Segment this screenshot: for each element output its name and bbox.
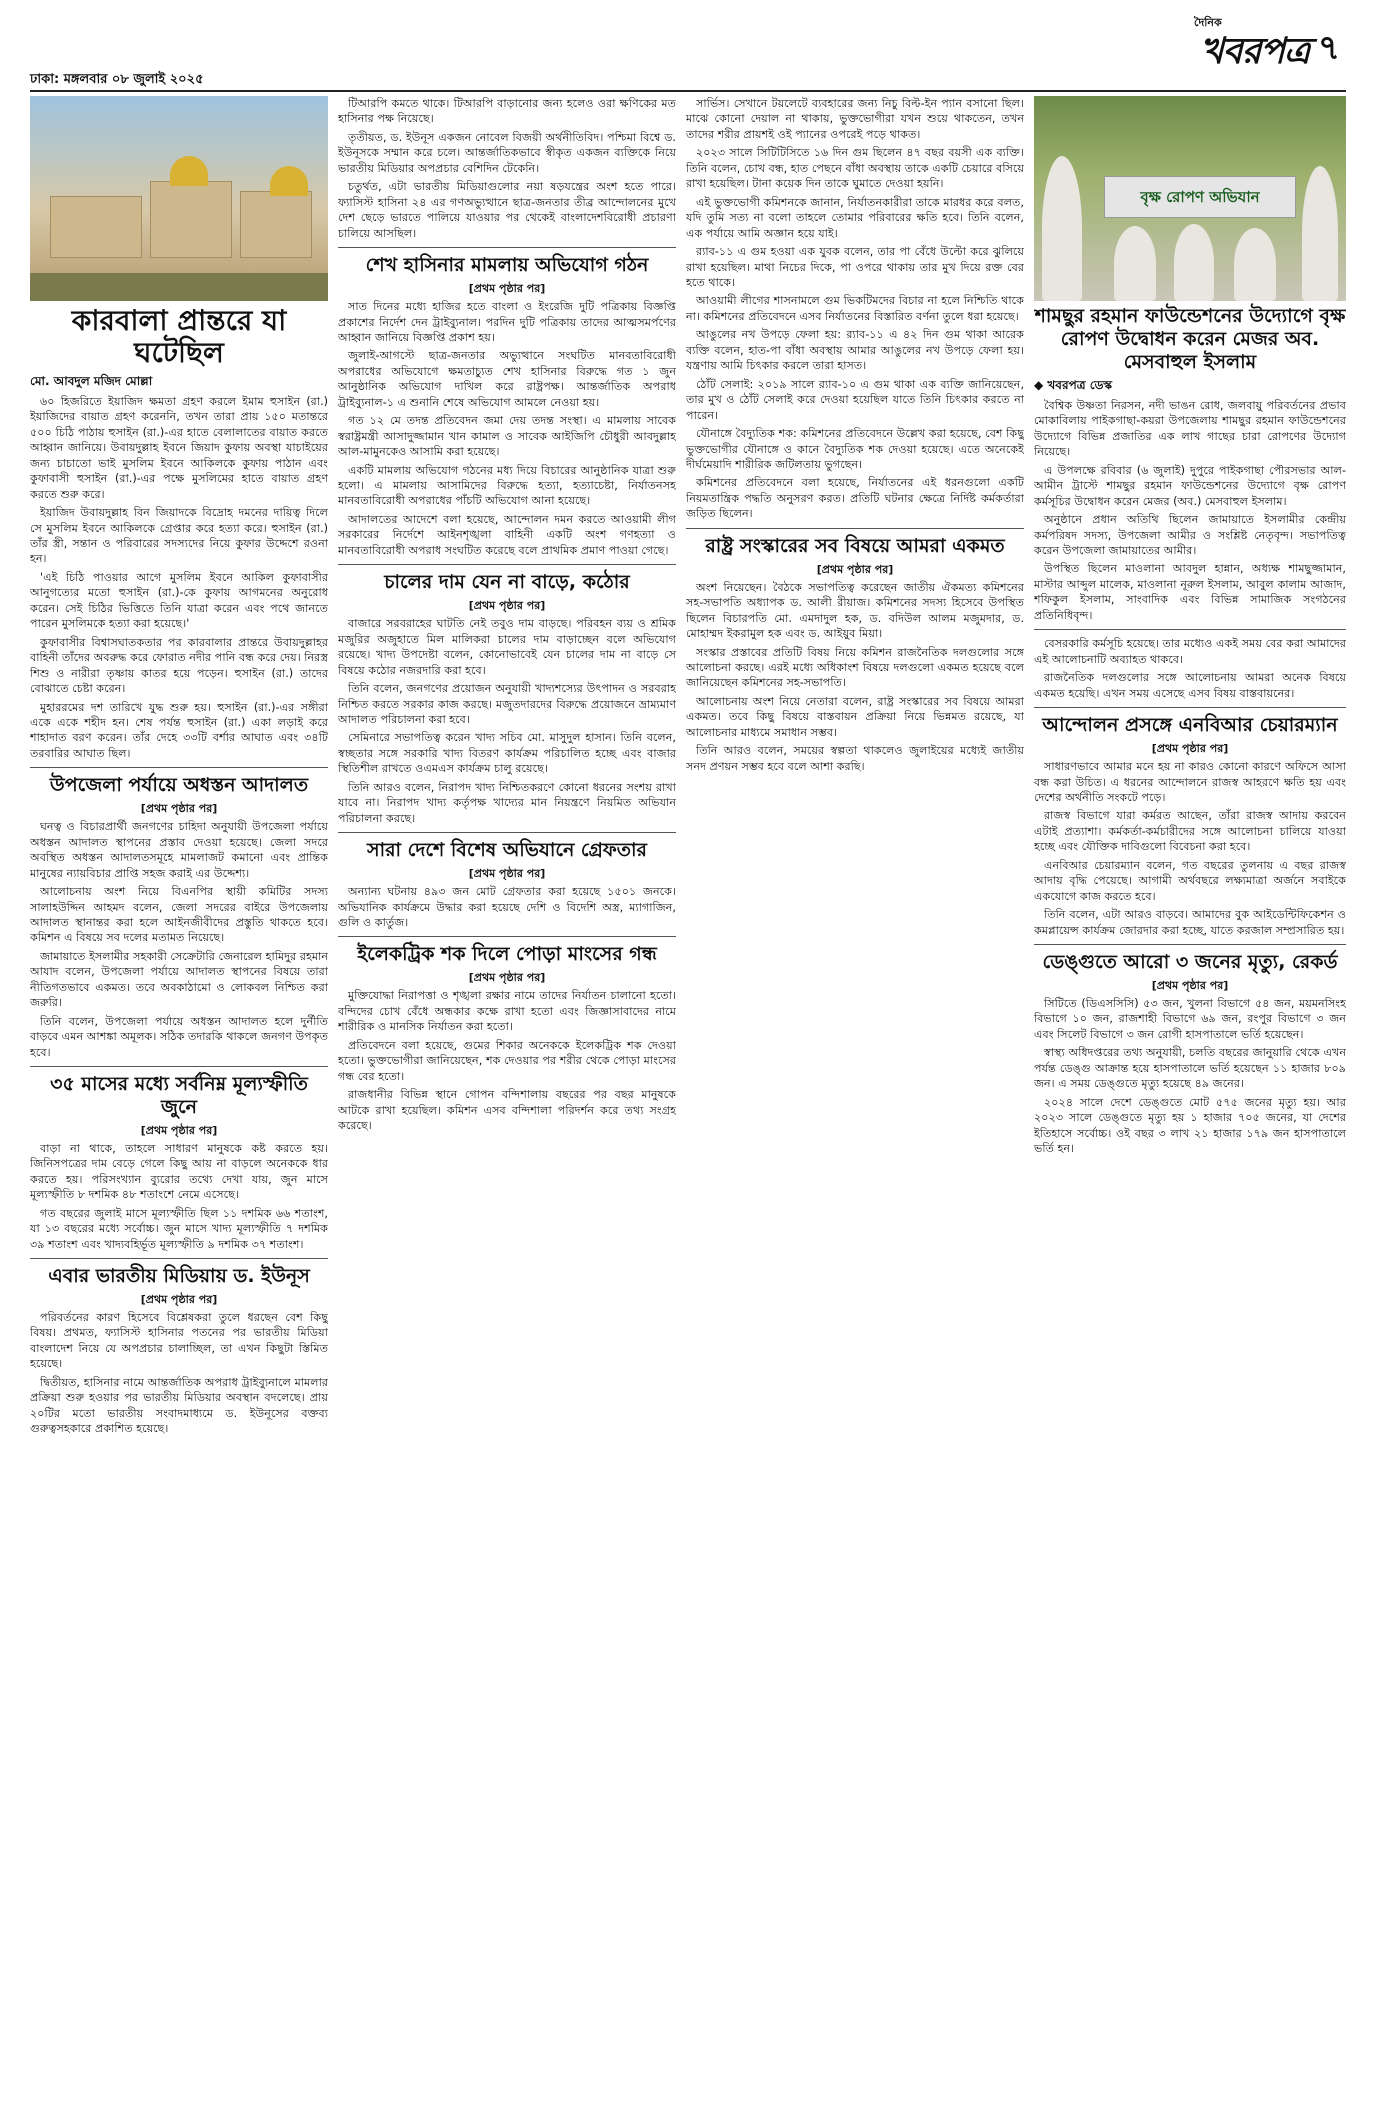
- continued-label: [প্রথম পৃষ্ঠার পর]: [468, 281, 546, 295]
- inflation-paragraph: গত বছরের জুলাই মাসে মূল্যস্ফীতি ছিল ১১ দশমিক ৬৬ শতাংশ, যা ১৩ বছরের মধ্যে সর্বোচ্চ। জুন মাসে খাদ্য মূল্যস্ফীতি ৭ দশমিক ৩৯ শতাংশ এবং খাদ্যবহির্ভূত মূল্যস্ফীতি ৯ দশমিক ৩৭ শতাংশ।: [30, 1206, 328, 1251]
- torture-paragraph: ২০২৩ সালে সিটিটিসিতে ১৬ দিন গুম ছিলেন ৪৭ বছর বয়সী এক ব্যক্তি। তিনি বলেন, চোখ বন্ধ, হাত পেছনে বাঁধা অবস্থায় তাকে একটি চেয়ারে বসিয়ে রাখা হয়েছিল। টানা কয়েক দিন তাকে ঘুমাতে দেওয়া হয়নি।: [686, 146, 1024, 191]
- continued-label: [প্রথম পৃষ্ঠার পর]: [1151, 741, 1229, 755]
- torture-paragraph: ঠোঁট সেলাই: ২০১৯ সালে র‌্যাব-১০ এ গুম থাকা এক ব্যক্তি জানিয়েছেন, তার মুখ ও ঠোঁট সেলাই করে দেওয়া হয়েছিল যাতে তিনি চিৎকার করতে না পারেন।: [686, 377, 1024, 422]
- dengue-headline: ডেঙ্গুতে আরো ৩ জনের মৃত্যু, রেকর্ড: [1042, 951, 1338, 974]
- nbr-headline: আন্দোলন প্রসঙ্গে এনবিআর চেয়ারম্যান: [1042, 714, 1338, 737]
- india-media-headline: এবার ভারতীয় মিডিয়ায় ড. ইউনূস: [48, 1265, 310, 1288]
- divider: [338, 936, 676, 937]
- divider: [1034, 629, 1346, 630]
- karbala-byline: মো. আবদুল মজিদ মোল্লা: [30, 374, 153, 389]
- nbr-paragraph: রাজস্ব বিভাগে যারা কর্মরত আছেন, তাঁরা রাজস্ব আদায় করবেন এটাই প্রত্যাশা। কর্মকর্তা-কর্মচারীদের সঙ্গে আলোচনা চালিয়ে যাওয়া হচ্ছে এবং যৌক্তিক দাবিগুলো বিবেচনা করা হবে।: [1034, 809, 1346, 854]
- dengue-paragraph: স্বাস্থ্য অধিদপ্তরের তথ্য অনুযায়ী, চলতি বছরের জানুয়ারি থেকে এখন পর্যন্ত ডেঙ্গু আক্রান্ত হয়ে হাসপাতালে ভর্তি হয়েছেন ১১ হাজার ৮০৯ জন। এ সময় ডেঙ্গুতে মৃত্যু হয়েছে ৪৯ জনের।: [1034, 1046, 1346, 1091]
- banner-text: বৃক্ষ রোপণ অভিযান: [1140, 188, 1260, 206]
- hasina-case-paragraph: গত ১২ মে তদন্ত প্রতিবেদন জমা দেয় তদন্ত সংস্থা। এ মামলায় সাবেক স্বরাষ্ট্রমন্ত্রী আসাদুজ্জামান খান কামাল ও সাবেক আইজিপি চৌধুরী আবদুল্লাহ আল-মামুনকেও আসামি করা হয়েছে।: [338, 414, 676, 459]
- rice-paragraph: সেমিনারে সভাপতিত্ব করেন খাদ্য সচিব মো. মাসুদুল হাসান। তিনি বলেন, স্বচ্ছতার সঙ্গে সরকারি খাদ্য বিতরণ কার্যক্রম পরিচালিত হচ্ছে এবং বাজার স্থিতিশীল রাখতে ওএমএস কার্যক্রম চালু রয়েছে।: [338, 731, 676, 776]
- divider: [1034, 944, 1346, 945]
- continued-label: [প্রথম পৃষ্ঠার পর]: [1151, 978, 1229, 992]
- date-line: ঢাকা: মঙ্গলবার ০৮ জুলাই ২০২৫: [30, 72, 204, 87]
- karbala-paragraph: মুহাররমের দশ তারিখে যুদ্ধ শুরু হয়। হুসাইন (রা.)-এর সঙ্গীরা একে একে শহীদ হন। শেষ পর্যন্ত হুসাইন (রা.) একা লড়াই করে শাহাদাত বরণ করেন। তাঁর দেহে ৩৩টি বর্শার আঘাত এবং ৩৪টি তরবারির আঘাত ছিল।: [30, 700, 328, 760]
- continued-label: [প্রথম পৃষ্ঠার পর]: [140, 1292, 218, 1306]
- nbr-paragraph: তিনি বলেন, এটা আরও বাড়বে। আমাদের বুক আইডেন্টিফিকেশন ও কমপ্লায়েন্স কার্যক্রম জোরদার করা হচ্ছে, যাতে করজাল সম্প্রসারিত হয়।: [1034, 908, 1346, 937]
- upazila-paragraph: আলোচনায় অংশ নিয়ে বিএনপির স্থায়ী কমিটির সদস্য সালাহউদ্দিন আহমদ বলেন, জেলা সদরের বাইরে উপজেলায় আদালত স্থানান্তর করা হলে আইনজীবীদের প্রস্তুতি থাকতে হবে। কমিশন এ বিষয়ে সব দলের মতামত নিয়েছে।: [30, 885, 328, 945]
- divider: [338, 247, 676, 248]
- divider: [338, 832, 676, 833]
- hasina-case-paragraph: সাত দিনের মধ্যে হাজির হতে বাংলা ও ইংরেজি দুটি পত্রিকায় বিজ্ঞপ্তি প্রকাশের নির্দেশ দেন ট্রাইব্যুনাল। পরদিন দুটি পত্রিকায় তাদের আত্মসমর্পণের আহ্বান জানিয়ে বিজ্ঞপ্তি প্রকাশ হয়।: [338, 300, 676, 344]
- desk-label: ◆ খবরপত্র ডেস্ক: [1034, 378, 1113, 393]
- column-3: [686, 96, 1024, 2106]
- column-1: [30, 96, 328, 2106]
- divider: [30, 767, 328, 768]
- divider: [686, 528, 1024, 529]
- tree-paragraph: অনুষ্ঠানে প্রধান অতিথি ছিলেন জামায়াতে ইসলামীর কেন্দ্রীয় কর্মপরিষদ সদস্য, উপজেলা আমীর ও সংশ্লিষ্ট নেতৃবৃন্দ। সভাপতিত্ব করেন উপজেলা জামায়াতের আমীর।: [1034, 513, 1346, 558]
- dengue-paragraph: সিটিতে (ডিএসসিসি) ৫৩ জন, খুলনা বিভাগে ৫৪ জন, ময়মনসিংহ বিভাগে ১০ জন, রাজশাহী বিভাগে ৬৯ জন, রংপুর বিভাগে ৩ জন এবং সিলেট বিভাগে ৩ জন রোগী হাসপাতালে ভর্তি হয়েছেন।: [1034, 997, 1346, 1041]
- continued-label: [প্রথম পৃষ্ঠার পর]: [468, 971, 546, 985]
- reform-paragraph: আলোচনায় অংশ নিয়ে নেতারা বলেন, রাষ্ট্র সংস্কারের সব বিষয়ে আমরা একমত। তবে কিছু বিষয়ে বাস্তবায়ন প্রক্রিয়া নিয়ে ভিন্নমত রয়েছে, যা আলোচনার মাধ্যমে সমাধান সম্ভব।: [686, 694, 1024, 739]
- upazila-paragraph: জামায়াতে ইসলামীর সহকারী সেক্রেটারি জেনারেল হামিদুর রহমান আযাদ বলেন, উপজেলা পর্যায়ে আদালত স্থাপনের বিষয়ে তারা নীতিগতভাবে একমত। তবে অবকাঠামো ও লোকবল নিশ্চিত করা জরুরি।: [30, 949, 328, 1010]
- continued-label: [প্রথম পৃষ্ঠার পর]: [140, 1123, 218, 1137]
- continued-label: [প্রথম পৃষ্ঠার পর]: [468, 866, 546, 880]
- torture-paragraph: আঙুলের নখ উপড়ে ফেলা হয়: র‌্যাব-১১ এ ৪২ দিন গুম থাকা আরেক ব্যক্তি বলেন, হাত-পা বাঁধা অবস্থায় আমার আঙুলের নখ উপড়ে ফেলা হয়। যন্ত্রণায় আমি চিৎকার করলে তারা হাসত।: [686, 328, 1024, 373]
- karbala-paragraph: ইয়াজিদ উবায়দুল্লাহ বিন জিয়াদকে বিদ্রোহ দমনের দায়িত্ব দিলে সে মুসলিম ইবনে আকিলকে গ্রেপ্তার করে হত্যা করে। হুসাইন (রা.) তাঁর স্ত্রী, সন্তান ও পরিবারের সদস্যদের নিয়ে কুফার উদ্দেশে রওনা হন।: [30, 506, 328, 566]
- tree-paragraph: বৈশ্বিক উষ্ণতা নিরসন, নদী ভাঙন রোধ, জলবায়ু পরিবর্তনের প্রভাব মোকাবিলায় পাইকগাছা-কয়রা উপজেলায় শামছুর রহমান ফাউন্ডেশনের উদ্যোগে বিভিন্ন প্রজাতির এক লাখ গাছের চারা রোপণের উদ্যোগ নিয়েছে।: [1034, 398, 1346, 459]
- hasina-case-paragraph: একটি মামলায় অভিযোগ গঠনের মধ্য দিয়ে বিচারের আনুষ্ঠানিক যাত্রা শুরু হলো। এ মামলায় আসামিদের বিরুদ্ধে হত্যা, হত্যাচেষ্টা, নির্যাতনসহ মানবতাবিরোধী অপরাধের পাঁচটি অভিযোগ আনা হয়েছে।: [338, 463, 676, 508]
- masthead: [0, 0, 1376, 92]
- continued-label: [প্রথম পৃষ্ঠার পর]: [140, 802, 218, 816]
- hasina-lead-paragraph: টিআরপি কমতে থাকে। টিআরপি বাড়ানোর জন্য হলেও ওরা ক্ষণিকের মত হাসিনার পক্ষ নিয়েছে।: [338, 97, 676, 126]
- india-media-paragraph: পরিবর্তনের কারণ হিসেবে বিশ্লেষকরা তুলে ধরছেন বেশ কিছু বিষয়। প্রথমত, ফ্যাসিস্ট হাসিনার পতনের পর ভারতীয় মিডিয়া বাংলাদেশ নিয়ে যে অপপ্রচার চালাচ্ছিল, তা এখন কিছুটা স্তিমিত হয়েছে।: [30, 1311, 328, 1371]
- nbr-lead-paragraph: বেসরকারি কর্মসূচি হয়েছে। তার মধ্যেও একই সময় বের করা আমাদের এই আলোচনাটি অব্যাহত থাকবে।: [1034, 637, 1346, 666]
- column-4: [1034, 96, 1346, 2106]
- reform-paragraph: অংশ নিয়েছেন। বৈঠকে সভাপতিত্ব করেছেন জাতীয় ঐকমত্য কমিশনের সহ-সভাপতি অধ্যাপক ড. আলী রীয়াজ। কমিশনের সদস্য হিসেবে উপস্থিত ছিলেন বিচারপতি মো. এমদাদুল হক, ড. বদিউল আলম মজুমদার, ড. মোহাম্মদ ইকরামুল হক এবং ড. আইয়ুব মিয়া।: [686, 580, 1024, 641]
- rice-paragraph: তিনি বলেন, জনগণের প্রয়োজন অনুযায়ী খাদ্যশস্যের উৎপাদন ও সরবরাহ নিশ্চিত করতে সরকার কাজ করছে। মজুতদারদের বিরুদ্ধে প্রয়োজনে ভ্রাম্যমাণ আদালত পরিচালনা করা হবে।: [338, 682, 676, 726]
- reform-paragraph: তিনি আরও বলেন, সময়ের স্বল্পতা থাকলেও জুলাইয়ের মধ্যেই জাতীয় সনদ প্রণয়ন সম্ভব হবে বলে আশা করছি।: [686, 744, 1024, 773]
- upazila-headline: উপজেলা পর্যায়ে অধস্তন আদালত: [49, 774, 309, 797]
- tree-plantation-photo: [1034, 96, 1346, 301]
- nbr-paragraph: এনবিআর চেয়ারম্যান বলেন, গত বছরের তুলনায় এ বছর রাজস্ব আদায় বৃদ্ধি পেয়েছে। আগামী অর্থবছরে লক্ষ্যমাত্রা অর্জনে সবাইকে একযোগে কাজ করতে হবে।: [1034, 858, 1346, 903]
- torture-paragraph: কমিশনের প্রতিবেদনে বলা হয়েছে, নির্যাতনের এই ধরনগুলো একটি নিয়মতান্ত্রিক পদ্ধতি অনুসরণ করত। প্রতিটি ঘটনার ক্ষেত্রে নির্দিষ্ট কর্মকর্তারা জড়িত ছিলেন।: [686, 476, 1024, 521]
- hasina-lead-paragraph: চতুর্থত, এটা ভারতীয় মিডিয়াগুলোর নয়া ষড়যন্ত্রের অংশ হতে পারে। ফ্যাসিস্ট হাসিনা ২৪ এর গণঅভ্যুত্থানে ছাত্র-জনতার তীব্র আন্দোলনের মুখে দেশ ছেড়ে ভারতে পালিয়ে যাওয়ার পর থেকেই বাংলাদেশবিরোধী প্রচারণা চালিয়ে আসছিল।: [338, 180, 676, 240]
- nbr-lead-paragraph: রাজনৈতিক দলগুলোর সঙ্গে আলোচনায় আমরা অনেক বিষয়ে একমত হয়েছি। এখন সময় এসেছে এসব বিষয় বাস্তবায়নের।: [1034, 671, 1346, 700]
- newspaper-logo[interactable]: [1190, 14, 1310, 74]
- divider: [1034, 707, 1346, 708]
- divider: [30, 1258, 328, 1259]
- upazila-paragraph: তিনি বলেন, উপজেলা পর্যায়ে অধস্তন আদালত হলে দুর্নীতি বাড়বে এমন আশঙ্কা অমূলক। সঠিক তদারকি থাকলে জনগণ উপকৃত হবে।: [30, 1014, 328, 1059]
- torture-paragraph: সার্ভিস। সেখানে টয়লেটে ব্যবহারের জন্য নিচু বিল্ট-ইন প্যান বসানো ছিল। মাঝে কোনো দেয়াল না থাকায়, ভুক্তভোগীরা যখন শুয়ে থাকতেন, তখন তাদের শরীর প্রায়শই ওই প্যানের ওপরেই পড়ে থাকত।: [686, 97, 1024, 141]
- continued-label: [প্রথম পৃষ্ঠার পর]: [816, 562, 894, 576]
- column-2: [338, 96, 676, 2106]
- karbala-paragraph: ৬০ হিজরিতে ইয়াজিদ ক্ষমতা গ্রহণ করলে ইমাম হুসাইন (রা.) ইয়াজিদের বায়াত গ্রহণ করেননি, তখন তারা প্রায় ১৫০ মতান্তরে ৫০০ চিঠি পাঠায় হুসাইন (রা.)-এর হাতে বেলালাতের বায়াত করতে আহ্বান জানিয়ে। উবায়দুল্লাহ ইবনে জিয়াদ কুফায় অবস্থা যাচাইয়ের জন্য চাচাতো ভাই মুসলিম ইবনে আকিলকে কুফায় পাঠান এবং কুফাবাসী হুসাইন (রা.)-এর পক্ষে মুসলিমের হাতে বায়াত গ্রহণ করতে শুরু করে।: [30, 394, 328, 501]
- upazila-paragraph: ঘনত্ব ও বিচারপ্রার্থী জনগণের চাহিদা অনুযায়ী উপজেলা পর্যায়ে অধস্তন আদালত স্থাপনের প্রস্তাব দেওয়া হয়েছে। জেলা সদরে অবস্থিত অধস্তন আদালতসমূহে মামলাজট কমানো এবং প্রান্তিক মানুষের ন্যায়বিচার প্রাপ্তি সহজ করাই এর উদ্দেশ্য।: [30, 820, 328, 880]
- divider: [338, 564, 676, 565]
- electric-meat-paragraph: রাজধানীর বিভিন্ন স্থানে গোপন বন্দিশালায় বছরের পর বছর মানুষকে আটকে রাখা হয়েছিল। কমিশন এসব বন্দিশালা পরিদর্শন করে তথ্য সংগ্রহ করেছে।: [338, 1088, 676, 1133]
- india-media-paragraph: দ্বিতীয়ত, হাসিনার নামে আন্তর্জাতিক অপরাধ ট্রাইব্যুনালে মামলার প্রক্রিয়া শুরু হওয়ার পর ভারতীয় মিডিয়ার অবস্থান বদলেছে। প্রায় ২০টির মতো ভারতীয় সংবাদমাধ্যমে ড. ইউনূসের বক্তব্য গুরুত্বসহকারে প্রকাশিত হয়েছে।: [30, 1375, 328, 1436]
- hasina-case-paragraph: জুলাই-আগস্টে ছাত্র-জনতার অভ্যুত্থানে সংঘটিত মানবতাবিরোধী অপরাধের অভিযোগে ক্ষমতাচ্যুত শেখ হাসিনার বিরুদ্ধে গত ১ জুন আনুষ্ঠানিক অভিযোগ দাখিল করে রাষ্ট্রপক্ষ। আন্তর্জাতিক অপরাধ ট্রাইব্যুনাল-১ এ শুনানি শেষে অভিযোগ আমলে নেওয়া হয়।: [338, 349, 676, 409]
- reform-headline: রাষ্ট্র সংস্কারের সব বিষয়ে আমরা একমত: [705, 534, 1005, 557]
- rice-paragraph: তিনি আরও বলেন, নিরাপদ খাদ্য নিশ্চিতকরণে কোনো ধরনের সংশয় রাখা যাবে না। নিরাপদ খাদ্য কর্তৃপক্ষ খাদ্যের মান নিয়ন্ত্রণে নিয়মিত অভিযান পরিচালনা করছে।: [338, 780, 676, 825]
- reform-paragraph: সংস্কার প্রস্তাবের প্রতিটি বিষয় নিয়ে কমিশন রাজনৈতিক দলগুলোর সঙ্গে আলোচনা করছে। এরই মধ্যে অধিকাংশ বিষয়ে দলগুলো একমত হয়েছে বলে জানিয়েছেন কমিশনের সহ-সভাপতি।: [686, 645, 1024, 690]
- torture-paragraph: এই ভুক্তভোগী কমিশনকে জানান, নির্যাতনকারীরা তাকে মারধর করে বলত, যদি তুমি সত্য না বলো তাহলে তোমার পরিবারের ক্ষতি হবে। তিনি বলেন, এক পর্যায়ে আমি অজ্ঞান হয়ে যাই।: [686, 195, 1024, 240]
- page-number: ৭: [1318, 28, 1341, 68]
- dengue-paragraph: ২০২৪ সালে দেশে ডেঙ্গুতে মোট ৫৭৫ জনের মৃত্যু হয়। আর ২০২৩ সালে ডেঙ্গুতে মৃত্যু হয় ১ হাজার ৭০৫ জনের, যা দেশের ইতিহাসে সর্বোচ্চ। ওই বছর ৩ লাখ ২১ হাজার ১৭৯ জন হাসপাতালে ভর্তি হন।: [1034, 1095, 1346, 1156]
- rice-paragraph: বাজারে সরবরাহের ঘাটতি নেই তবুও দাম বাড়ছে। পরিবহন ব্যয় ও শ্রমিক মজুরির অজুহাতে মিল মালিকরা চালের দাম বাড়াচ্ছেন বলে অভিযোগ রয়েছে। খাদ্য উপদেষ্টা বলেন, কোনোভাবেই যেন চালের দাম না বাড়ে সে বিষয়ে কঠোর নজরদারি করা হবে।: [338, 617, 676, 677]
- karbala-paragraph: কুফাবাসীর বিশ্বাসঘাতকতার পর কারবালার প্রান্তরে উবায়দুল্লাহর বাহিনী তাঁদের অবরুদ্ধ করে ফোরাত নদীর পানি বন্ধ করে দেয়। নিরস্ত্র শিশু ও নারীরা তৃষ্ণায় কাতর হয়ে পড়েন। হুসাইন (রা.) তাদের বোঝাতে চেষ্টা করেন।: [30, 635, 328, 696]
- torture-paragraph: যৌনাঙ্গে বৈদ্যুতিক শক: কমিশনের প্রতিবেদনে উল্লেখ করা হয়েছে, বেশ কিছু ভুক্তভোগীর যৌনাঙ্গে ও কানে বৈদ্যুতিক শক দেওয়া হয়েছে। এতে অনেকেই দীর্ঘমেয়াদি শারীরিক জটিলতায় ভুগছেন।: [686, 427, 1024, 471]
- karbala-headline: কারবালা প্রান্তরে যা ঘটেছিল: [71, 304, 287, 370]
- hasina-case-headline: শেখ হাসিনার মামলায় অভিযোগ গঠন: [365, 254, 649, 277]
- plantation-banner: [1104, 176, 1296, 218]
- electric-meat-paragraph: প্রতিবেদনে বলা হয়েছে, গুমের শিকার অনেককে ইলেকট্রিক শক দেওয়া হতো। ভুক্তভোগীরা জানিয়েছেন, শক দেওয়ার পর শরীর থেকে পোড়া মাংসের গন্ধ বের হতো।: [338, 1038, 676, 1083]
- logo-small-text: দৈনিক: [1194, 16, 1222, 29]
- rice-headline: চালের দাম যেন না বাড়ে, কঠোর: [384, 571, 630, 594]
- nationwide-paragraph: অন্যান্য ঘটনায় ৪৯৩ জন মোট গ্রেফতার করা হয়েছে ১৫০১ জনকে। অভিযানিক কার্যক্রমে উদ্ধার করা হয়েছে দেশি ও বিদেশি অস্ত্র, ম্যাগাজিন, গুলি ও কার্তুজ।: [338, 885, 676, 930]
- torture-paragraph: আওয়ামী লীগের শাসনামলে গুম ভিকটিমদের বিচার না হলে নিশ্চিতি থাকে না। কমিশনের প্রতিবেদনে এসব নির্যাতনের বিস্তারিত বর্ণনা তুলে ধরা হয়েছে।: [686, 294, 1024, 323]
- tree-paragraph: এ উপলক্ষে রবিবার (৬ জুলাই) দুপুরে পাইকগাছা পৌরসভার আল-আমীন ট্রাস্টে শামছুর রহমান ফাউন্ডেশনের উদ্যোগে বৃক্ষ রোপণ কর্মসূচির উদ্বোধন করেন মেজর (অব.) মেসবাহুল ইসলাম।: [1034, 463, 1346, 508]
- divider: [30, 1066, 328, 1067]
- tree-headline: শামছুর রহমান ফাউন্ডেশনের উদ্যোগে বৃক্ষ রোপণ উদ্বোধন করেন মেজর অব. মেসবাহুল ইসলাম: [1034, 305, 1346, 373]
- tree-paragraph: উপস্থিত ছিলেন মাওলানা আবদুল হান্নান, অধ্যক্ষ শামছুজ্জামান, মাস্টার আব্দুল মালেক, মাওলানা নূরুল ইসলাম, আবুল কালাম আজাদ, শফিকুল ইসলাম, সাংবাদিক এবং বিভিন্ন সামাজিক সংগঠনের প্রতিনিধিবৃন্দ।: [1034, 562, 1346, 622]
- continued-label: [প্রথম পৃষ্ঠার পর]: [468, 599, 546, 613]
- electric-meat-headline: ইলেকট্রিক শক দিলে পোড়া মাংসের গন্ধ: [357, 943, 657, 966]
- inflation-paragraph: বাড়া না থাকে, তাহলে সাধারণ মানুষকে কষ্ট করতে হয়। জিনিসপত্রের দাম বেড়ে গেলে কিছু আয় না বাড়লে অনেককে ধার করতে হয়। পরিসংখ্যান ব্যুরোর তথ্যে দেখা যায়, জুন মাসে মূল্যস্ফীতি ৮ দশমিক ৪৮ শতাংশে নেমে এসেছে।: [30, 1141, 328, 1202]
- nbr-paragraph: সাধারণভাবে আমার মনে হয় না কারও কোনো কারণে অফিসে আসা বন্ধ করা উচিত। এ ধরনের আন্দোলনে রাজস্ব আহরণে ক্ষতি হয় এবং দেশের অর্থনীতি সংকটে পড়ে।: [1034, 760, 1346, 804]
- hasina-case-paragraph: আদালতের আদেশে বলা হয়েছে, আন্দোলন দমন করতে আওয়ামী লীগ সরকারের নির্দেশে আইনশৃঙ্খলা বাহিনী একটি অংশ গণহত্যা ও মানবতাবিরোধী অপরাধ সংঘটিত করেছে বলে প্রাথমিক প্রমাণ পাওয়া গেছে।: [338, 512, 676, 557]
- logo-text: খবরপত্র: [1200, 31, 1310, 72]
- masthead-rule: [30, 90, 1346, 92]
- karbala-paragraph: 'এই চিঠি পাওয়ার আগে মুসলিম ইবনে আকিল কুফাবাসীর আনুগত্যের মতো হুসাইন (রা.)-কে কুফায় আগমনের অনুরোধ করেন। সেই চিঠির ভিত্তিতে তিনি যাত্রা করেন এবং পথে জানতে পারেন মুসলিমকে হত্যা করা হয়েছে।': [30, 570, 328, 631]
- karbala-photo: [30, 96, 328, 301]
- hasina-lead-paragraph: তৃতীয়ত, ড. ইউনূস একজন নোবেল বিজয়ী অর্থনীতিবিদ। পশ্চিমা বিশ্বে ড. ইউনূসকে সম্মান করে চলে। আন্তর্জাতিকভাবে স্বীকৃত একজন ব্যক্তিকে নিয়ে ভারতীয় মিডিয়ার অপপ্রচার বেশিদিন টেকেনি।: [338, 130, 676, 175]
- torture-paragraph: র‌্যাব-১১ এ গুম হওয়া এক যুবক বলেন, তার পা বেঁধে উল্টো করে ঝুলিয়ে রাখা হয়েছিল। মাথা নিচের দিকে, পা ওপরে থাকায় তার মুখ দিয়ে রক্ত বের হতে থাকে।: [686, 245, 1024, 289]
- electric-meat-paragraph: মুক্তিযোদ্ধা নিরাপত্তা ও শৃঙ্খলা রক্ষার নামে তাদের নির্যাতন চালানো হতো। বন্দিদের চোখ বেঁধে অন্ধকার কক্ষে রাখা হতো এবং জিজ্ঞাসাবাদের নামে শারীরিক ও মানসিক নির্যাতন করা হতো।: [338, 989, 676, 1034]
- inflation-headline: ৩৫ মাসের মধ্যে সর্বনিম্ন মূল্যস্ফীতি জুনে: [50, 1073, 308, 1118]
- nationwide-headline: সারা দেশে বিশেষ অভিযানে গ্রেফতার: [367, 839, 647, 862]
